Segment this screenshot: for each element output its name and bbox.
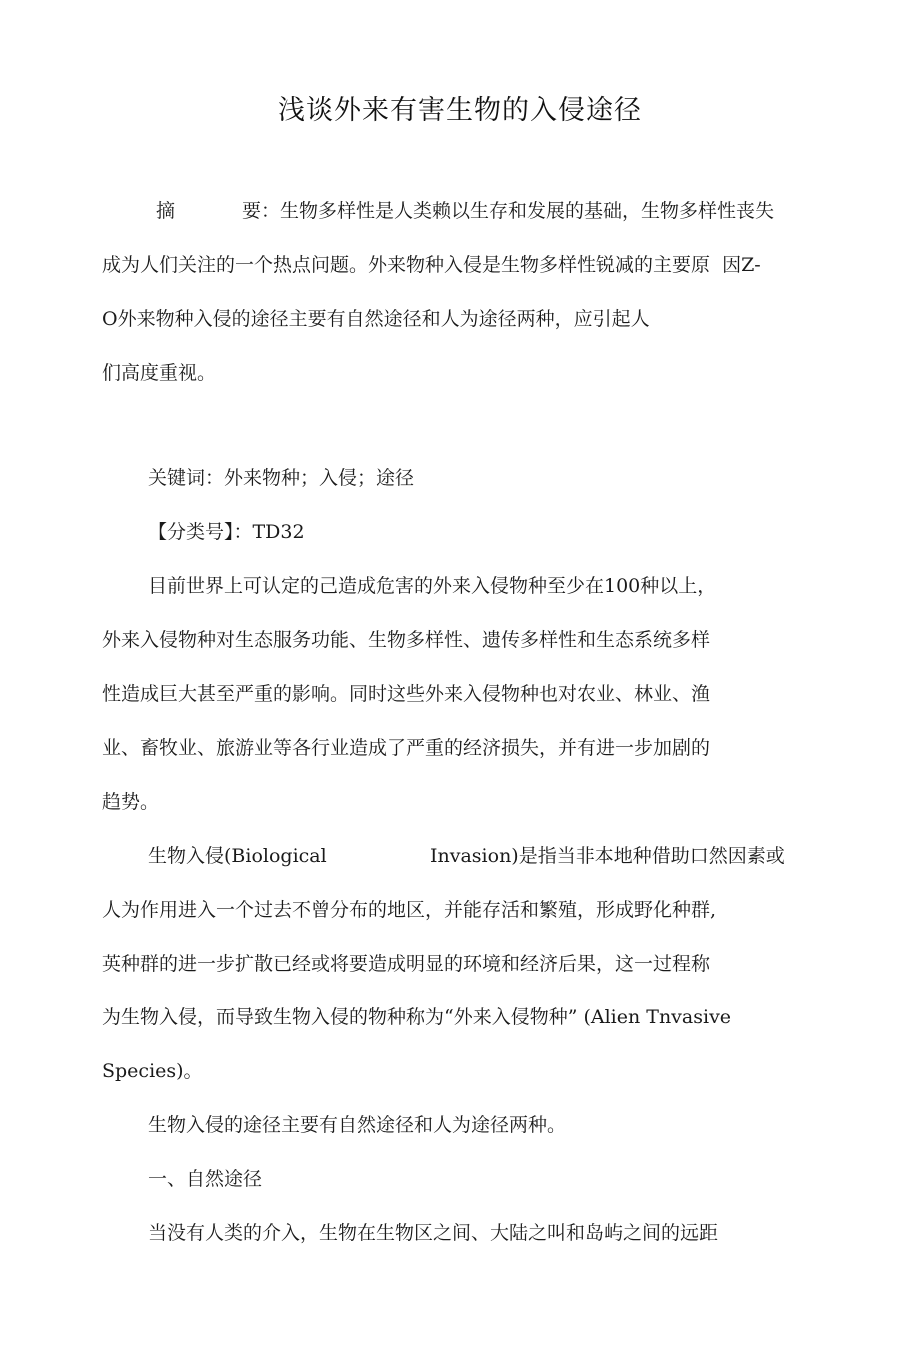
abstract-line-1: 要：生物多样性是人类赖以生存和发展的基础，生物多样性丧失 bbox=[242, 200, 775, 222]
abstract-line-4: 们高度重视。 bbox=[102, 362, 217, 384]
paragraph-2-line-4: 为生物入侵，而导致生物入侵的物种称为“外来入侵物种” (Alien Tnvasive bbox=[102, 1006, 732, 1028]
paragraph-3: 生物入侵的途径主要有自然途径和人为途径两种。 bbox=[148, 1114, 567, 1136]
abstract-line-3: O外来物种入侵的途径主要有自然途径和人为途径两种，应引起人 bbox=[102, 308, 650, 330]
paragraph-2-line-3: 英种群的进一步扩散已经或将要造成明显的环境和经济后果，这一过程称 bbox=[102, 953, 711, 975]
keywords: 关键词：外来物种；入侵；途径 bbox=[148, 467, 415, 489]
section-1-heading: 一、自然途径 bbox=[148, 1168, 263, 1190]
paragraph-1-line-2: 外来入侵物种对生态服务功能、生物多样性、遗传多样性和生态系统多样 bbox=[102, 629, 711, 651]
abstract-line-2: 成为人们关注的一个热点问题。外来物种入侵是生物多样性锐减的主要原 因Z- bbox=[102, 254, 761, 276]
document-title: 浅谈外来有害生物的入侵途径 bbox=[278, 95, 642, 126]
paragraph-1-line-3: 性造成巨大甚至严重的影响。同时这些外来入侵物种也对农业、林业、渔 bbox=[102, 683, 711, 705]
paragraph-1-line-5: 趋势。 bbox=[102, 791, 160, 813]
paragraph-2-line-2: 人为作用进入一个过去不曾分布的地区，并能存活和繁殖，形成野化种群, bbox=[102, 899, 717, 921]
paragraph-2-line-1b: Invasion)是指当非本地种借助口然因素或 bbox=[430, 845, 785, 867]
paragraph-2-line-1a: 生物入侵(Biological bbox=[148, 845, 327, 867]
paragraph-4-line-1: 当没有人类的介入，生物在生物区之间、大陆之叫和岛屿之间的远距 bbox=[148, 1222, 719, 1244]
abstract-label: 摘 bbox=[156, 200, 176, 222]
classification-number: 【分类号】：TD32 bbox=[148, 521, 305, 543]
paragraph-2-line-5: Species)。 bbox=[102, 1060, 203, 1082]
paragraph-1-line-1: 目前世界上可认定的己造成危害的外来入侵物种至少在100种以上， bbox=[148, 575, 717, 597]
paragraph-1-line-4: 业、畜牧业、旅游业等各行业造成了严重的经济损失，并有进一步加剧的 bbox=[102, 737, 711, 759]
